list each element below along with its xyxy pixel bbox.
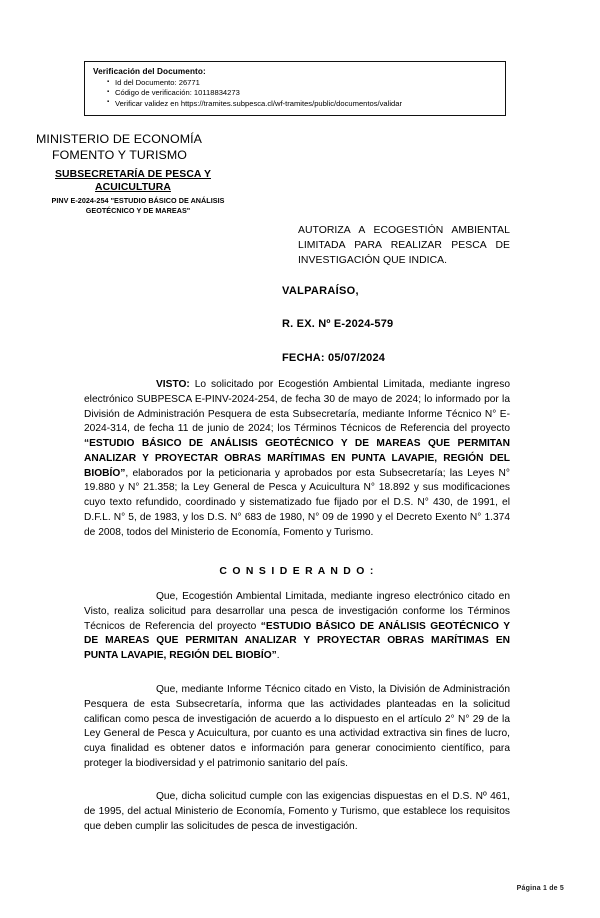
- page-number: Página 1 de 5: [516, 885, 564, 892]
- considerando-paragraph-1: [84, 590, 510, 664]
- resolution-date: [282, 352, 385, 364]
- city-label: VALPARAÍSO,: [282, 285, 359, 297]
- ministry-header: [36, 131, 202, 164]
- subsecretaria-title: SUBSECRETARÍA DE PESCA Y ACUICULTURA: [55, 169, 211, 194]
- considerando-paragraph-2: Que, mediante Informe Técnico citado en Visto, la División de Administración Pesquera de esta Subsecretaría, informa que las actividades planteadas en la solicitud califican como pesca de investigación de acuerdo a lo dispuesto en el artículo 2° N° 29 de la Ley General de Pesca y Acuicultura, por cuanto es una actividad extractiva sin fines de lucro, cuya finalidad es obtener datos e información para generar conocimiento científico, para proteger la biodiversidad y el patrimonio sanitario del país.: [84, 684, 510, 769]
- verification-item-url: ▪ Verificar validez en https://tramites.subpesca.cl/wf-tramites/public/documentos/validar: [107, 99, 497, 109]
- date-label: FECHA:: [282, 352, 325, 364]
- considerando-paragraph-3: Que, dicha solicitud cumple con las exigencias dispuestas en el D.S. Nº 461, de 1995, del actual Ministerio de Economía, Fomento y Turismo, que establece los requisitos que deben cumplir las solicitudes de pesca de investigación.: [84, 791, 510, 832]
- visto-paragraph: [84, 378, 510, 541]
- verification-item-code: ▪ Código de verificación: 10118834273: [107, 88, 497, 98]
- p1-text-2: .: [276, 650, 280, 662]
- visto-project-title: “ESTUDIO BÁSICO DE ANÁLISIS GEOTÉCNICO Y DE MAREAS QUE PERMITAN ANALIZAR Y PROYECTAR OBRAS MARÍTIMAS EN PUNTA LAVAPIE, REGIÓN DEL BIOBÍO”: [84, 438, 510, 479]
- verification-box: [84, 61, 506, 116]
- resolution-number: R. EX. Nº E-2024-579: [282, 318, 394, 330]
- authorization-summary: AUTORIZA A ECOGESTIÓN AMBIENTAL LIMITADA PARA REALIZAR PESCA DE INVESTIGACIÓN QUE INDICA.: [298, 225, 510, 266]
- p1-project-title: “ESTUDIO BÁSICO DE ANÁLISIS GEOTÉCNICO Y DE MAREAS QUE PERMITAN ANALIZAR Y PROYECTAR OBRAS MARÍTIMAS EN PUNTA LAVAPIE, REGIÓN DEL BIOBÍO”: [84, 620, 511, 662]
- ministry-line-2: FOMENTO Y TURISMO: [52, 148, 188, 163]
- considerando-heading: C O N S I D E R A N D O :: [219, 566, 375, 577]
- visto-text-1: Lo solicitado por Ecogestión Ambiental Limitada, mediante ingreso electrónico SUBPESCA E-PINV-2024-254, de fecha 30 de mayo de 2024; lo informado por la División de Administración Pesquera de esta Subsecretaría, mediante Informe Técnico N° E-2024-314, de fecha 11 de junio de 2024; los Términos Técnicos de Referencia del proyecto: [84, 379, 510, 435]
- visto-label: VISTO:: [156, 379, 190, 390]
- visto-text-2: , elaborados por la peticionaria y aprobados por esta Subsecretaría; las Leyes N° 19.880 y N° 21.358; la Ley General de Pesca y Acuicultura N° 18.892 y sus modificaciones cuyo texto refundido, coordinado y sistematizado fue fijado por el D.S. N° 430, de 1991, el D.F.L. N° 5, de 1983, y los D.S. N° 683 de 1980, N° 09 de 1990 y el Decreto Exento N° 1.374 de 2008, todos del Ministerio de Economía, Fomento y Turismo.: [84, 467, 510, 538]
- document-reference: PINV E-2024-254 "ESTUDIO BÁSICO DE ANÁLISIS GEOTÉCNICO Y DE MAREAS": [51, 196, 225, 215]
- verification-item-id: ▪ Id del Documento: 26771: [107, 78, 497, 88]
- verification-title: Verificación del Documento:: [93, 67, 206, 76]
- verification-list: [93, 78, 497, 109]
- p1-text-1: Que, Ecogestión Ambiental Limitada, mediante ingreso electrónico citado en Visto, realiza solicitud para desarrollar una pesca de investigación conforme los Términos Técnicos de Referencia del proyecto: [84, 591, 510, 632]
- date-value: 05/07/2024: [328, 352, 386, 364]
- ministry-line-1: MINISTERIO DE ECONOMÍA: [36, 132, 203, 146]
